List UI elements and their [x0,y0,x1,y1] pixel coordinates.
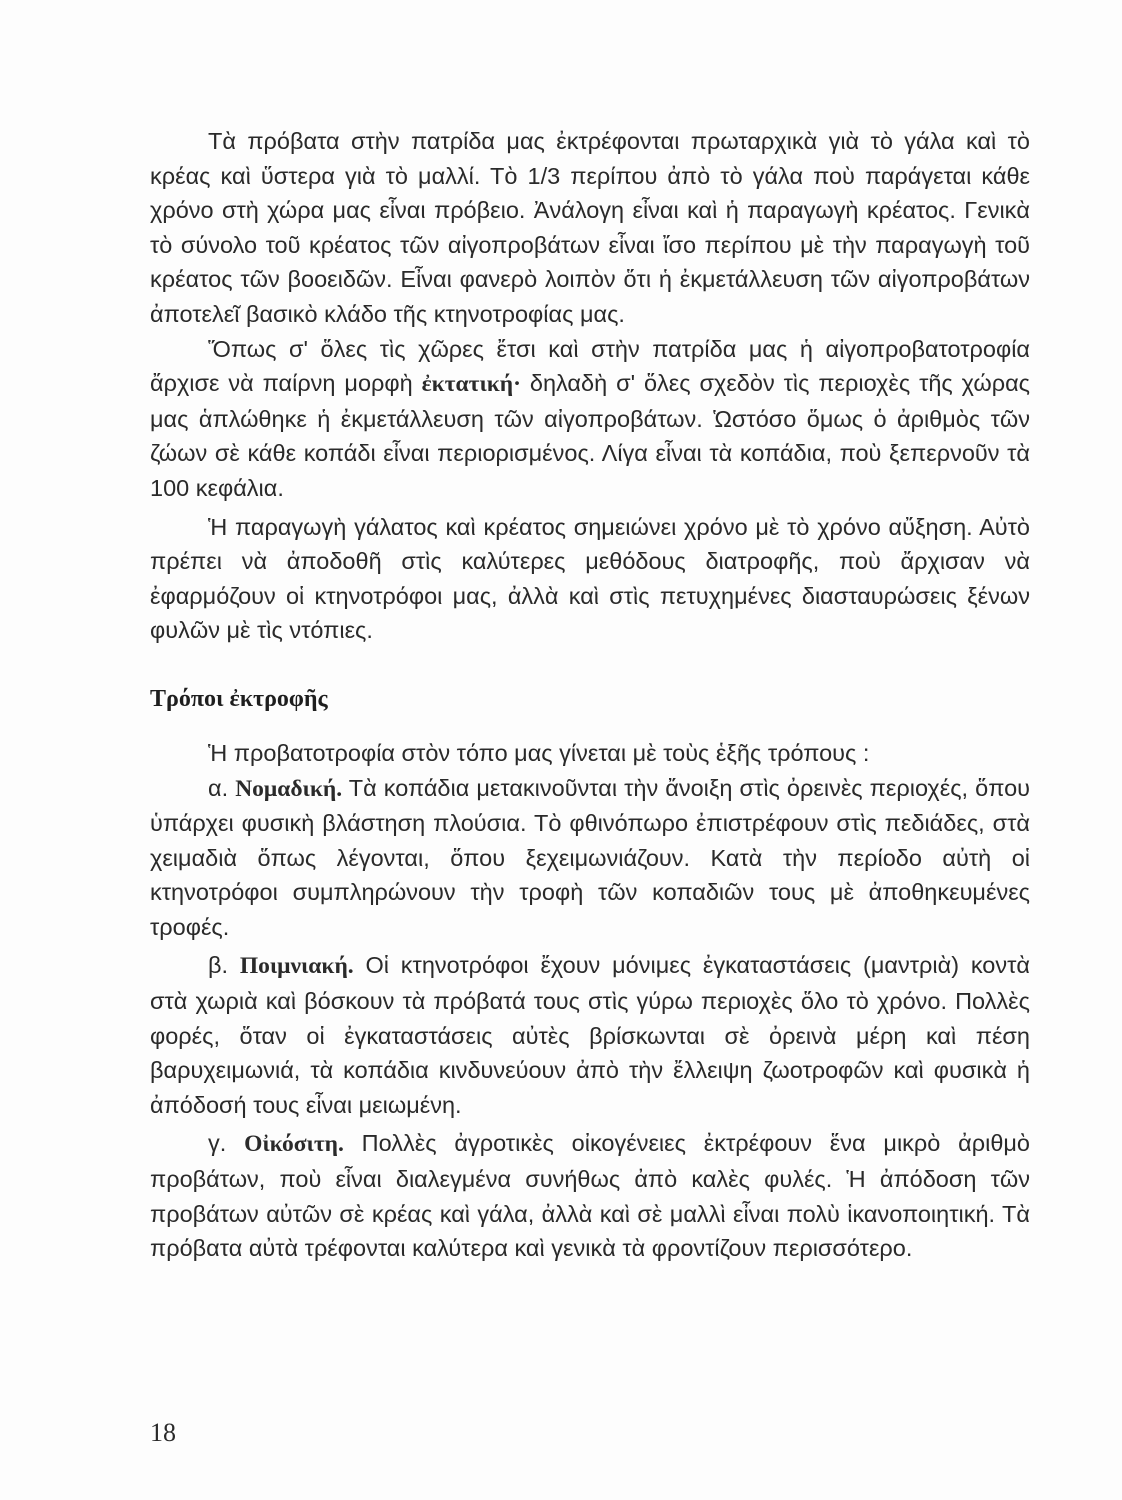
paragraph-production-growth: Ἡ παραγωγὴ γάλατος καὶ κρέατος σημειώνει χρόνο μὲ τὸ χρόνο αὔξηση. Αὐτὸ πρέπει νὰ ἀποδοθῆ στὶς καλύτερες μεθόδους διατροφῆς, ποὺ ἄρχισαν νὰ ἐφαρμόζουν οἱ κτηνοτρόφοι μας, ἀλλὰ καὶ στὶς πετυχημένες διασταυρώσεις ξένων φυλῶν μὲ τὶς ντόπιες. [150,513,1030,644]
paragraph-extensive-farming [150,332,1030,506]
section-heading: Τρόποι ἐκτροφῆς [150,685,328,712]
term-extensive: ἐκτατική· [421,371,521,398]
term-household: Οἰκόσιτη. [244,1131,344,1158]
list-item-text: Τὰ κοπάδια μετακινοῦνται τὴν ἄνοιξη στὶς ὀρεινὲς περιοχές, ὅπου ὑπάρχει φυσικὴ βλάστηση πλούσια. Τὸ φθινόπωρο ἐπιστρέφουν στὶς πεδιάδες, στὰ χειμαδιὰ ὅπως λέγονται, ὅπου ξεχειμωνιάζουν. Κατὰ τὴν περίοδο αὐτὴ οἱ κτηνοτρόφοι συμπληρώνουν τὴν τροφὴ τῶν κοπαδιῶν τους μὲ ἀποθηκευμένες τροφές. [150,774,1030,940]
list-item-household [150,1126,1030,1265]
paragraph-sheep-uses: Τὰ πρόβατα στὴν πατρίδα μας ἐκτρέφονται πρωταρχικὰ γιὰ τὸ γάλα καὶ τὸ κρέας καὶ ὕστερα γιὰ τὸ μαλλί. Τὸ 1/3 περίπου ἀπὸ τὸ γάλα ποὺ παράγεται κάθε χρόνο στὴ χώρα μας εἶναι πρόβειο. Ἀνάλογη εἶναι καὶ ἡ παραγωγὴ κρέατος. Γενικὰ τὸ σύνολο τοῦ κρέατος τῶν αἰγοπροβάτων εἶναι ἴσο περίπου μὲ τὴν παραγωγὴ τοῦ κρέατος τῶν βοοειδῶν. Εἶναι φανερὸ λοιπὸν ὅτι ἡ ἐκμετάλλευση τῶν αἰγοπροβάτων ἀποτελεῖ βασικὸ κλάδο τῆς κτηνοτροφίας μας. [150,128,1030,327]
section-intro: Ἡ προβατοτροφία στὸν τόπο μας γίνεται μὲ τοὺς ἑξῆς τρόπους : [208,739,870,766]
list-item-text: Πολλὲς ἀγροτικὲς οἰκογένειες ἐκτρέφουν ἕνα μικρὸ ἀριθμὸ προβάτων, ποὺ εἶναι διαλεγμένα συνήθως ἀπὸ καλὲς φυλές. Ἡ ἀπόδοση τῶν προβάτων αὐτῶν σὲ κρέας καὶ γάλα, ἀλλὰ καὶ σὲ μαλλὶ εἶναι πολὺ ἱκανοποιητική. Τὰ πρόβατα αὐτὰ τρέφονται καλύτερα καὶ γενικὰ τὰ φροντίζουν περισσότερο. [150,1130,1030,1262]
list-marker: γ. [208,1130,245,1157]
list-item-nomadic [150,771,1030,945]
paragraph-text: δηλαδὴ σ' ὅλες σχεδὸν τὶς περιοχὲς τῆς χώρας μας ἁπλώθηκε ἡ ἐκμετάλλευση τῶν αἰγοπροβάτων. Ὡστόσο ὅμως ὁ ἀριθμὸς τῶν ζώων σὲ κάθε κοπάδι εἶναι περιορισμένος. Λίγα εἶναι τὰ κοπάδια, ποὺ ξεπερνοῦν τὰ 100 κεφάλια. [150,370,1030,501]
page-body [150,124,1030,1266]
term-nomadic: Νομαδική. [235,775,343,802]
paragraph-text: Ὅπως σ' ὅλες τὶς χῶρες ἔτσι καὶ στὴν πατρίδα μας ἡ αἰγοπροβατοτροφία ἄρχισε νὰ παίρνη μορφὴ [150,335,1030,397]
list-marker: α. [208,774,236,801]
term-pastoral: Ποιμνιακή. [239,953,354,980]
list-marker: β. [208,952,240,979]
page-number: 18 [150,1418,176,1447]
list-item-pastoral [150,948,1030,1122]
list-item-text: Οἱ κτηνοτρόφοι ἔχουν μόνιμες ἐγκαταστάσεις (μαντριὰ) κοντὰ στὰ χωριὰ καὶ βόσκουν τὰ πρόβατά τους στὶς γύρω περιοχὲς ὅλο τὸ χρόνο. Πολλὲς φορές, ὅταν οἱ ἐγκαταστάσεις αὐτὲς βρίσκωνται σὲ ὀρεινὰ μέρη καὶ πέση βαρυχειμωνιά, τὰ κοπάδια κινδυνεύουν ἀπὸ τὴν ἔλλειψη ζωοτροφῶν καὶ φυσικὰ ἡ ἀπόδοσή τους εἶναι μειωμένη. [150,952,1030,1118]
